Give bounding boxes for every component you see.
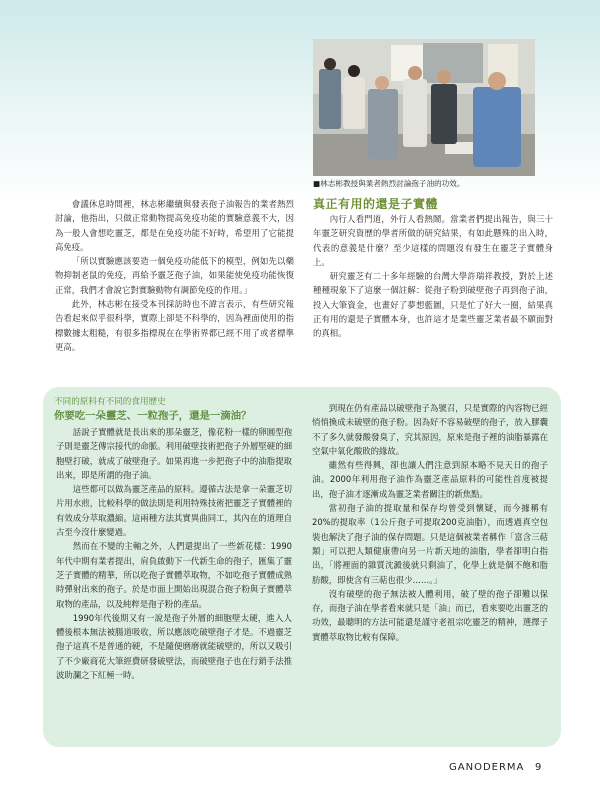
paragraph: 然而在不變的主軸之外，人們還提出了一些新花樣：1990年代中期有業者提出，肩負啟動下一代新生命的孢子，匯集了靈芝子實體的精華，所以吃孢子實體萃取物，不如吃孢子實體成熟時彈射出來的孢子。於是市面上開始出現混合孢子粉與子實體萃取物的產品，以及純粹是孢子粉的產品。 bbox=[56, 541, 292, 609]
photo-illustration bbox=[313, 39, 535, 176]
paragraph: 內行人看門道，外行人看熱鬧。當業者們提出報告，與三十年靈芝研究資歷的學者所做的研究結果，有如此懸殊的出入時，代表的意義是什麼？至少這樣的問題沒有發生在靈芝子實體身上。 bbox=[313, 214, 553, 267]
discussion-photo bbox=[313, 39, 535, 176]
paragraph: 話說子實體就是長出來的那朵靈芝，像花粉一樣的卵圓型孢子則是靈芝傳宗接代的命脈。利用破壁技術把孢子外層堅硬的細胞壁打破，就成了破壁孢子。如果再進一步把孢子中的油脂提取出來，即是所謂的孢子油。 bbox=[56, 427, 292, 480]
paragraph: 到現在仍有產品以破壁孢子為號召，只是實際的內容物已經悄悄換成未破壁的孢子粉。因為好不容易破壁的孢子，放入膠囊不了多久就發酸發臭了，究其原因，原來是孢子裡的油脂暴露在空氣中氧化酸敗的緣故。 bbox=[312, 403, 548, 456]
section-column bbox=[313, 212, 553, 341]
paragraph: 雖然有些得興，卻也讓人們注意到原本略不見天日的孢子油。2000年利用孢子油作為靈芝產品原料的可能性首度被提出，孢子油才逐漸成為靈芝業者關注的新焦點。 bbox=[312, 460, 548, 499]
paragraph: 1990年代後期又有一說是孢子外層的細胞壁太硬，進入人體後根本無法被腸道吸收，所以應該吃破壁孢子才是。不過靈芝孢子這真不是普通的硬，不是隨便磨磨就能破壁的，所以又吸引了不少廠商花大筆經費研發破壁法，而破壁孢子也在行銷手法推波助瀾之下紅極一時。 bbox=[56, 612, 292, 681]
sidebar-right-column bbox=[312, 401, 548, 644]
paragraph: 當初孢子油的提取量和保存均曾受到懷疑，而今據稱有20%的提取率（1公斤孢子可提取200克油脂），而透過真空包裝也解決了孢子油的保存問題。只是這個被業者稱作「富含三萜類」可以把人類健康帶向另一片新天地的油脂，學者卻明白指出，「將裡面的雜質沈澱後就只剩油了，化學上就是個不飽和脂肪酸，即使含有三萜也很少……。」 bbox=[312, 503, 548, 585]
paragraph: 會議休息時間裡，林志彬繼續與發表孢子油報告的業者熱烈討論，他指出，只做正常動物提高免疫功能的實驗意義不大，因為一般人會想吃靈芝，都是在免疫功能不好時，希望用了它能提高免疫。 bbox=[55, 199, 294, 252]
paragraph: 此外，林志彬在接受本刊採訪時也不諱言表示，有些研究報告看起來似乎很科學，實際上卻是不科學的，因為裡面使用的指標數據太粗糙，有很多指標現在在學術界都已經不用了或者標準更高。 bbox=[55, 299, 294, 352]
sidebar-left-column bbox=[56, 425, 292, 682]
photo-caption: ■林志彬教授與業者熱烈討論孢子油的功效。 bbox=[313, 179, 465, 188]
section-heading: 真正有用的還是子實體 bbox=[313, 197, 439, 211]
paragraph: 研究靈芝有二十多年經驗的台灣大學許瑞祥教授，對於上述種種現象下了這麼一個註解：從孢子粉到破壁孢子再到孢子油，投入大筆資金，也畫好了夢想藍圖，只是忙了好大一圈，結果真正有用的還是子實體本身，也許這才是業些靈芝業者最不願面對的真相。 bbox=[313, 271, 553, 339]
page-number: 9 bbox=[535, 762, 542, 773]
paragraph: 這些都可以做為靈芝產品的原料。遵循古法是拿一朵靈芝切片用水煎，比較科學的做法則是利用特殊技術把靈芝子實體裡的有效成分萃取濃縮。這兩種方法其實異曲同工，其內在的道理自古至今沒什麼變過。 bbox=[56, 484, 292, 538]
magazine-brand: GANODERMA bbox=[449, 762, 525, 773]
paragraph: 「所以實驗應該要造一個免疫功能低下的模型，例如先以藥物抑制老鼠的免疫，再給予靈芝孢子油，如果能使免疫功能恢復正常，我們才會說它對實驗動物有調節免疫的作用。」 bbox=[55, 256, 294, 295]
paragraph: 沒有破壁的孢子無法被人體利用，破了壁的孢子卻難以保存，而孢子油在學者看來就只是「油」而已，看來要吃出靈芝的功效，最聰明的方法可能還是謹守老祖宗吃靈芝的精神，選擇子實體萃取物比較有保障。 bbox=[312, 588, 548, 642]
intro-column bbox=[55, 197, 294, 354]
sidebar-title: 你要吃一朵靈芝、一粒孢子，還是一滴油？ bbox=[54, 410, 252, 422]
sidebar-kicker: 不同的原料有不同的食用歷史 bbox=[54, 397, 166, 407]
